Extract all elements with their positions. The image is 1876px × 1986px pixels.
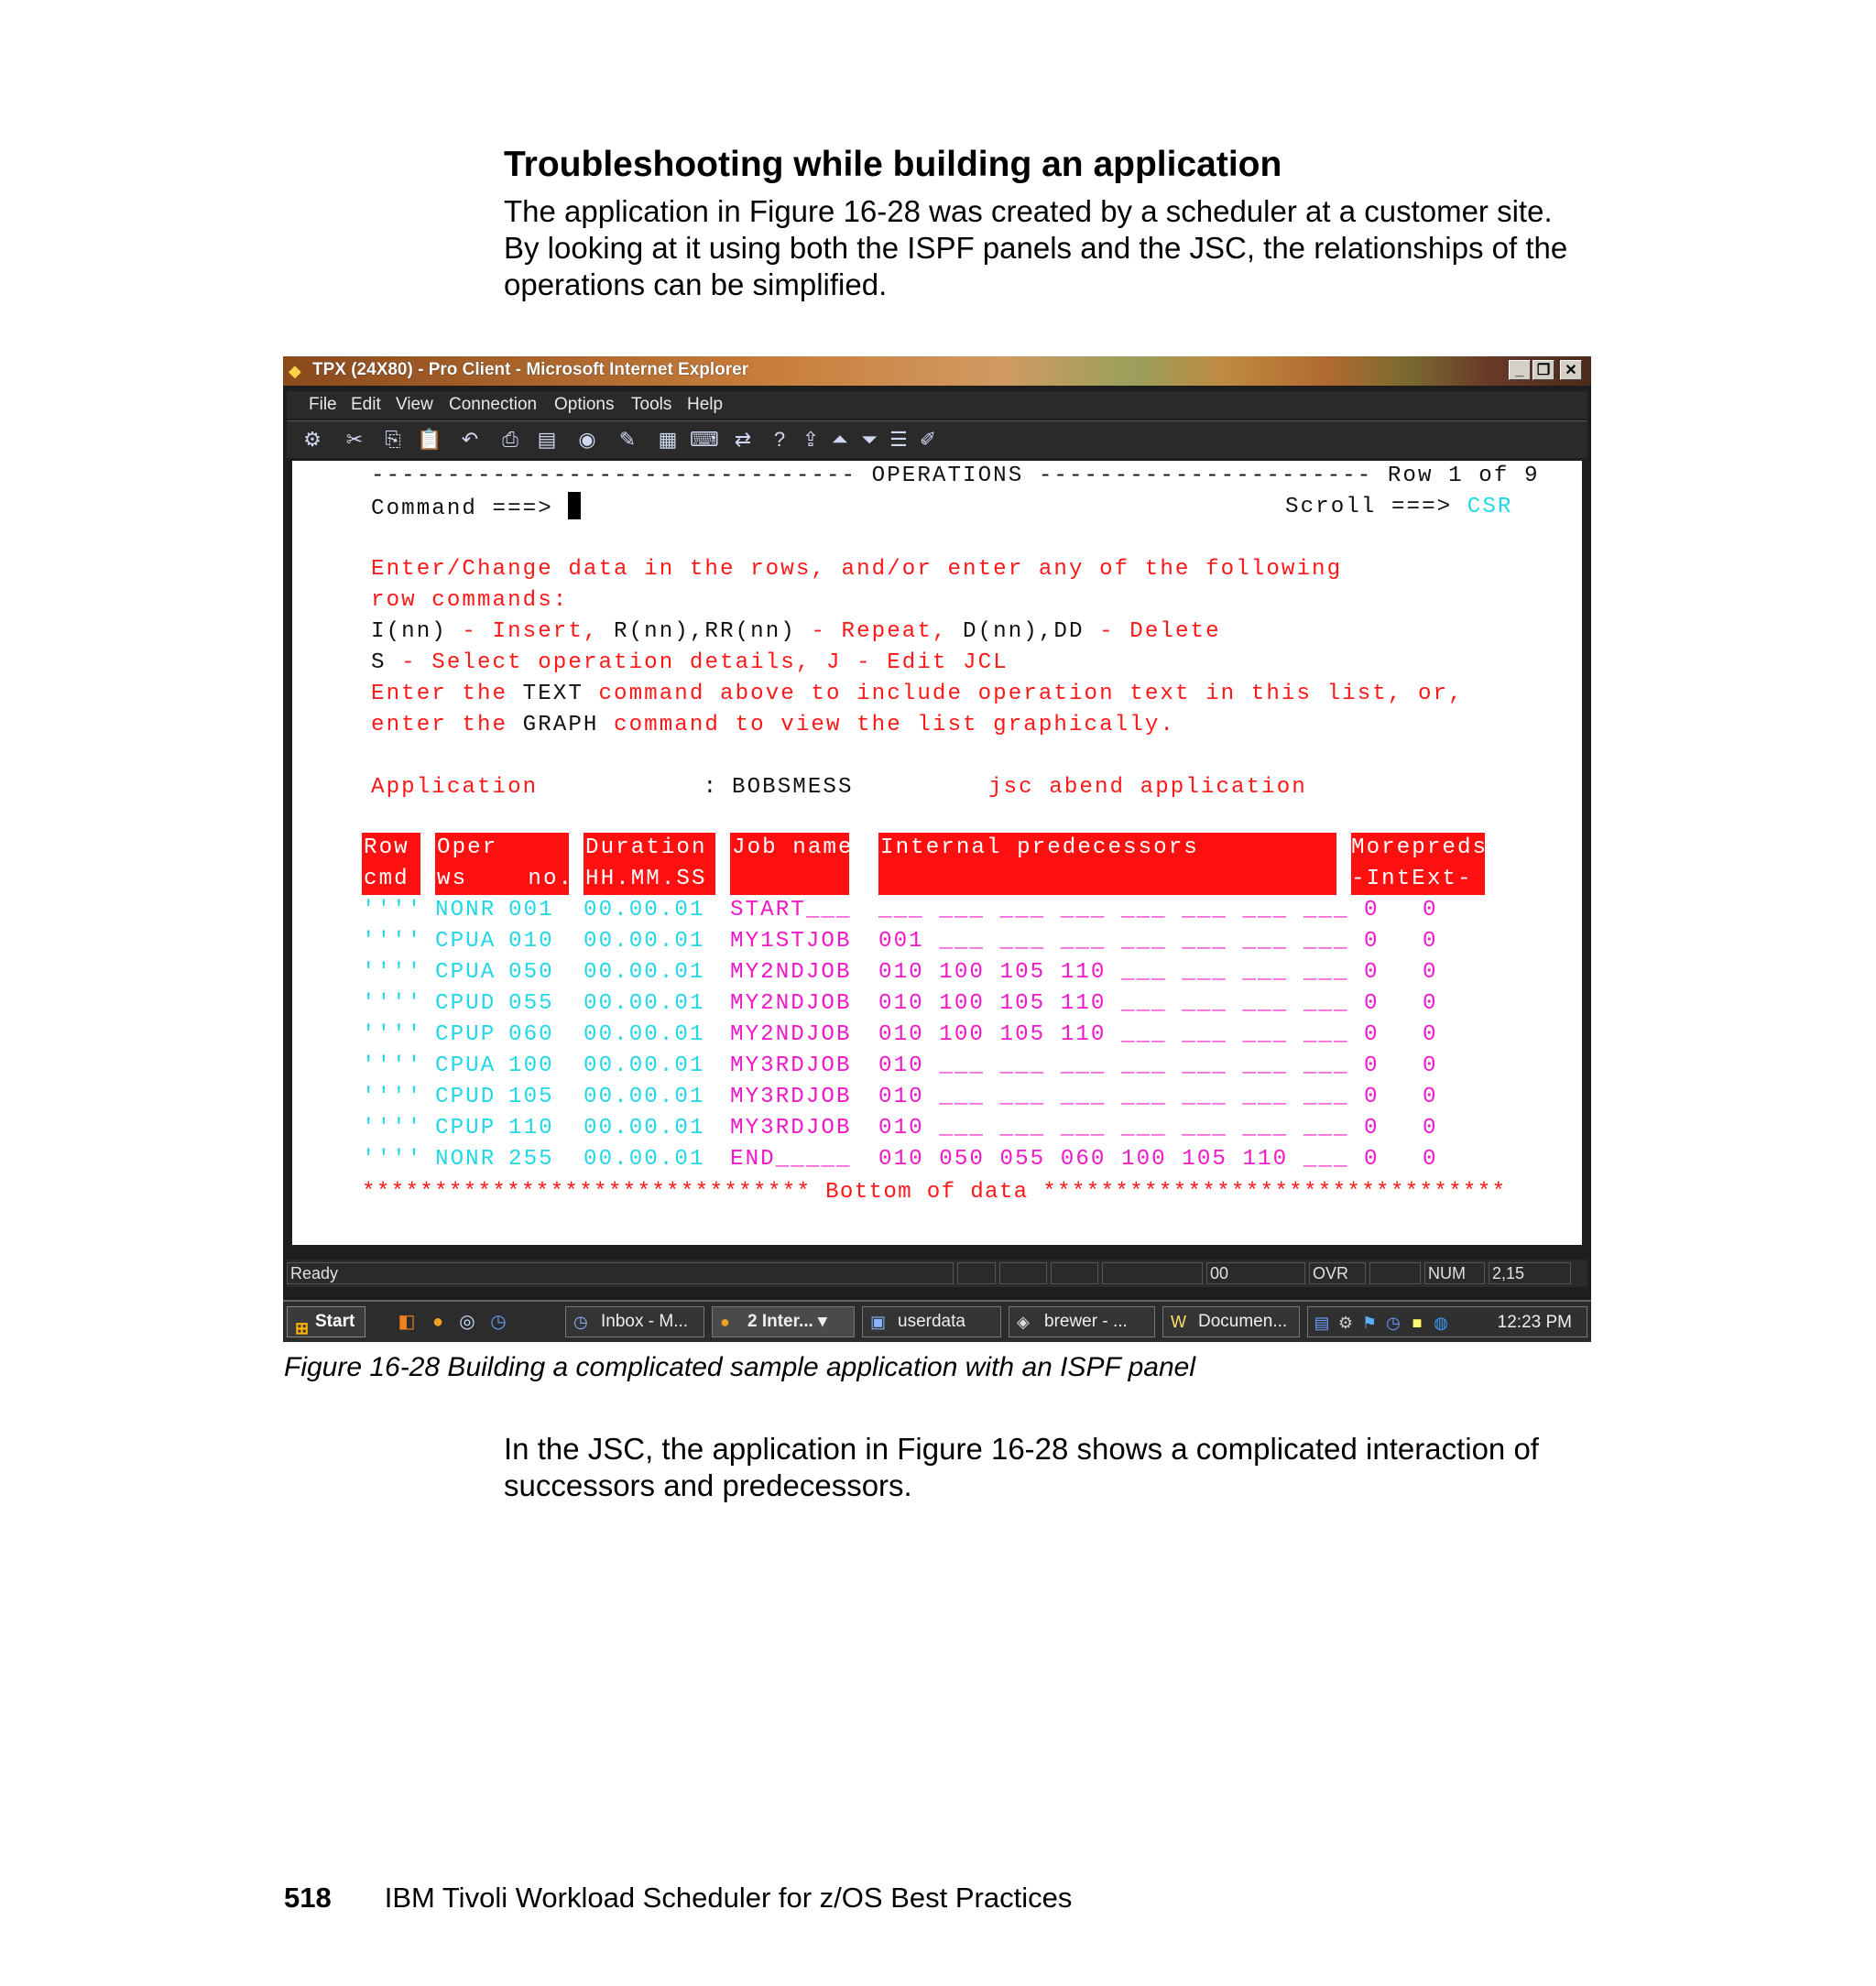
scroll-line <box>1285 492 1512 523</box>
row-cmd[interactable]: '''' <box>362 960 423 985</box>
header-text: ws no. <box>437 867 574 891</box>
outlook-icon: ◷ <box>573 1313 588 1331</box>
quicklaunch-outlook-icon[interactable]: ◧ <box>398 1312 416 1332</box>
globe-icon[interactable]: ◍ <box>1434 1314 1448 1332</box>
command-input[interactable] <box>568 492 581 519</box>
flag-icon[interactable]: ⚑ <box>1361 1314 1378 1332</box>
row-cmd[interactable]: '''' <box>362 1116 423 1140</box>
ext-preds: 0 <box>1423 1147 1438 1172</box>
panel-title: -------------------------------- OPERATIONS ---------------------- <box>371 464 1388 488</box>
quicklaunch-app-icon[interactable]: ◷ <box>490 1312 507 1332</box>
browser-icon: ● <box>720 1313 730 1331</box>
instruction-line: row commands: <box>371 588 569 613</box>
outro-line: In the JSC, the application in Figure 16-28 shows a complicated interaction of <box>504 1432 1539 1466</box>
row-cmd[interactable]: '''' <box>362 991 423 1016</box>
start-button[interactable] <box>287 1306 365 1337</box>
predecessors[interactable]: 001 ___ ___ ___ ___ ___ ___ ___ <box>878 929 1349 954</box>
cmd-desc: enter the <box>371 713 523 737</box>
ext-preds: 0 <box>1423 1085 1438 1109</box>
copy-icon[interactable]: ⎘ <box>385 428 401 451</box>
duration[interactable]: 00.00.01 <box>584 1022 705 1047</box>
status-num: NUM <box>1424 1262 1485 1284</box>
instruction-line: Enter/Change data in the rows, and/or enter any of the following <box>371 557 1343 582</box>
ws[interactable]: CPUP <box>435 1022 496 1047</box>
word-icon: W <box>1171 1313 1186 1331</box>
section-heading: Troubleshooting while building an application <box>504 145 1282 184</box>
status-field <box>957 1262 996 1284</box>
browser-window <box>283 356 1591 1340</box>
menu-file[interactable]: File <box>309 395 337 414</box>
task-dropdown-icon: ▾ <box>818 1312 827 1331</box>
int-preds: 0 <box>1364 1022 1380 1047</box>
application-id: BOBSMESS <box>732 775 854 800</box>
duration[interactable]: 00.00.01 <box>584 991 705 1016</box>
duration[interactable]: 00.00.01 <box>584 1147 705 1172</box>
table-row <box>292 1051 1582 1082</box>
color-icon[interactable]: ◉ <box>578 428 596 451</box>
print-icon[interactable]: ⎙ <box>502 428 518 451</box>
op-no[interactable]: 255 <box>508 1147 554 1172</box>
system-tray <box>1307 1306 1587 1337</box>
keyboard-icon[interactable]: ⌨ <box>690 428 719 451</box>
op-no[interactable]: 110 <box>508 1116 554 1140</box>
transfer-icon[interactable]: ⇄ <box>734 428 752 451</box>
table-row <box>292 988 1582 1020</box>
intro-line: operations can be simplified. <box>504 267 888 301</box>
ws[interactable]: CPUA <box>435 1053 496 1078</box>
task-label: Documen... <box>1198 1312 1288 1331</box>
row-cmd[interactable]: '''' <box>362 1147 423 1172</box>
job-name[interactable]: MY3RDJOB <box>730 1053 852 1078</box>
send-icon[interactable]: ⇪ <box>802 428 820 451</box>
op-no[interactable]: 001 <box>508 898 554 922</box>
ws[interactable]: CPUA <box>435 960 496 985</box>
status-bar <box>287 1260 1587 1287</box>
task-label: Inbox - M... <box>601 1312 689 1331</box>
ext-preds: 0 <box>1423 929 1438 954</box>
file-transfer-icon[interactable]: ☰ <box>889 428 908 451</box>
minimize-button[interactable]: _ <box>1509 360 1531 380</box>
op-no[interactable]: 050 <box>508 960 554 985</box>
table-row <box>292 1020 1582 1051</box>
toolbar <box>287 420 1587 458</box>
quicklaunch-firefox-icon[interactable]: ● <box>431 1312 444 1332</box>
terminal-screen[interactable] <box>292 461 1582 1245</box>
status-field-00: 00 <box>1206 1262 1305 1284</box>
cmd-text: I(nn) <box>371 619 463 644</box>
header-text: Row <box>364 835 409 860</box>
table-row <box>292 926 1582 957</box>
intro-line: The application in Figure 16-28 was created by a scheduler at a customer site. <box>504 194 1553 228</box>
instruction-line <box>371 648 1009 679</box>
status-ready: Ready <box>287 1262 954 1284</box>
close-button[interactable]: ✕ <box>1560 360 1582 380</box>
header-text: Job name <box>732 835 854 860</box>
macro-icon[interactable]: ▦ <box>658 428 678 451</box>
cmd-text: GRAPH <box>522 713 615 737</box>
job-name[interactable]: MY3RDJOB <box>730 1116 852 1140</box>
header-text: -IntExt- <box>1351 867 1473 891</box>
ext-preds: 0 <box>1423 960 1438 985</box>
window-title: TPX (24X80) - Pro Client - Microsoft Internet Explorer <box>312 360 749 379</box>
predecessors[interactable]: 010 100 105 110 ___ ___ ___ ___ <box>878 991 1349 1016</box>
instruction-line <box>371 710 1175 741</box>
header-duration <box>584 833 715 895</box>
table-row <box>292 1144 1582 1175</box>
predecessors[interactable]: 010 ___ ___ ___ ___ ___ ___ ___ <box>878 1116 1349 1140</box>
predecessors[interactable]: 010 050 055 060 100 105 110 ___ <box>878 1147 1349 1172</box>
header-oper <box>435 833 574 895</box>
job-name[interactable]: MY3RDJOB <box>730 1085 852 1109</box>
table-row <box>292 1082 1582 1113</box>
clock: 12:23 PM <box>1497 1313 1572 1332</box>
clock-app-icon[interactable]: ◷ <box>1386 1314 1401 1332</box>
op-no[interactable]: 105 <box>508 1085 554 1109</box>
duration[interactable]: 00.00.01 <box>584 898 705 922</box>
header-jobname <box>730 833 854 895</box>
start-label: Start <box>315 1312 355 1331</box>
ws[interactable]: NONR <box>435 898 496 922</box>
intro-paragraph <box>504 193 1567 303</box>
menu-connection[interactable]: Connection <box>449 395 538 414</box>
duration[interactable]: 00.00.01 <box>584 1085 705 1109</box>
duration[interactable]: 00.00.01 <box>584 1053 705 1078</box>
table-row <box>292 895 1582 926</box>
row-cmd[interactable]: '''' <box>362 929 423 954</box>
quicklaunch-media-icon[interactable]: ◎ <box>459 1312 475 1332</box>
predecessors[interactable]: 010 ___ ___ ___ ___ ___ ___ ___ <box>878 1053 1349 1078</box>
scroll-label: Scroll ===> <box>1285 495 1467 519</box>
cmd-desc: command to view the list graphically. <box>614 713 1175 737</box>
duration[interactable]: 00.00.01 <box>584 960 705 985</box>
cmd-text: S <box>371 650 402 675</box>
int-preds: 0 <box>1364 1147 1380 1172</box>
panel-title-line <box>371 461 1540 492</box>
header-text: Internal predecessors <box>880 835 1199 860</box>
cmd-desc: - Insert, <box>462 619 615 644</box>
task-internet-explorer[interactable] <box>712 1306 855 1337</box>
int-preds: 0 <box>1364 1085 1380 1109</box>
status-cursor-pos: 2,15 <box>1489 1262 1571 1284</box>
task-document[interactable] <box>1162 1306 1300 1337</box>
application-label: Application <box>371 775 539 800</box>
int-preds: 0 <box>1364 898 1380 922</box>
terminal-icon: ◈ <box>1017 1313 1030 1331</box>
command-line <box>371 492 581 523</box>
int-preds: 0 <box>1364 960 1380 985</box>
op-no[interactable]: 060 <box>508 1022 554 1047</box>
menu-view[interactable]: View <box>396 395 433 414</box>
scroll-input[interactable]: CSR <box>1467 495 1513 519</box>
menu-options[interactable]: Options <box>554 395 615 414</box>
ext-preds: 0 <box>1423 1053 1438 1078</box>
int-preds: 0 <box>1364 929 1380 954</box>
cmd-desc: command above to include operation text in this list, or, <box>598 682 1464 706</box>
ws[interactable]: CPUD <box>435 991 496 1016</box>
application-colon: : <box>688 775 734 800</box>
windows-logo-icon: ⊞ <box>295 1319 310 1337</box>
bottom-of-data: ******************************* Bottom of data ******************************** <box>362 1180 1507 1205</box>
predecessors[interactable]: ___ ___ ___ ___ ___ ___ ___ ___ <box>878 898 1349 922</box>
table-row <box>292 1113 1582 1144</box>
task-inbox[interactable] <box>565 1306 704 1337</box>
application-text[interactable]: jsc abend application <box>988 775 1307 800</box>
help-icon[interactable]: ? <box>773 428 786 451</box>
task-label: userdata <box>898 1312 965 1331</box>
spell-icon[interactable]: ✎ <box>618 428 637 451</box>
header-text: Morepreds <box>1351 835 1489 860</box>
intro-line: By looking at it using both the ISPF panels and the JSC, the relationships of the <box>504 231 1568 265</box>
settings-icon[interactable]: ⚙ <box>1337 1314 1354 1332</box>
ext-preds: 0 <box>1423 898 1438 922</box>
status-field <box>1369 1262 1421 1284</box>
ext-preds: 0 <box>1423 1116 1438 1140</box>
cmd-desc: - Delete <box>1099 619 1221 644</box>
menu-edit[interactable]: Edit <box>351 395 381 414</box>
upload-icon[interactable]: ⏶ <box>832 428 848 451</box>
job-name[interactable]: END_____ <box>730 1147 852 1172</box>
job-name[interactable]: MY2NDJOB <box>730 1022 852 1047</box>
int-preds: 0 <box>1364 1116 1380 1140</box>
int-preds: 0 <box>1364 991 1380 1016</box>
task-userdata[interactable] <box>862 1306 1001 1337</box>
header-text: cmd <box>364 867 409 891</box>
instruction-line <box>371 679 1464 710</box>
operations-table <box>292 895 1582 1175</box>
job-name[interactable]: MY1STJOB <box>730 929 852 954</box>
header-row <box>362 833 420 895</box>
status-ovr: OVR <box>1309 1262 1366 1284</box>
note-icon[interactable]: ■ <box>1412 1314 1423 1332</box>
status-field <box>999 1262 1047 1284</box>
row-cmd[interactable]: '''' <box>362 1022 423 1047</box>
ws[interactable]: CPUP <box>435 1116 496 1140</box>
undo-icon[interactable]: ↶ <box>461 428 479 451</box>
duration[interactable]: 00.00.01 <box>584 1116 705 1140</box>
header-text: Oper <box>437 835 498 860</box>
network-icon[interactable]: ▤ <box>1314 1314 1330 1332</box>
op-no[interactable]: 010 <box>508 929 554 954</box>
ws[interactable]: CPUA <box>435 929 496 954</box>
row-cmd[interactable]: '''' <box>362 1085 423 1109</box>
cmd-desc: - Repeat, <box>811 619 964 644</box>
outro-line: successors and predecessors. <box>504 1468 912 1502</box>
cmd-desc: - Select operation details, J - Edit JCL <box>401 650 1009 675</box>
menu-tools[interactable]: Tools <box>631 395 672 414</box>
ws[interactable]: CPUD <box>435 1085 496 1109</box>
predecessors[interactable]: 010 100 105 110 ___ ___ ___ ___ <box>878 1022 1349 1047</box>
ext-preds: 0 <box>1423 1022 1438 1047</box>
instruction-line <box>371 617 1221 648</box>
header-text: HH.MM.SS <box>585 867 707 891</box>
setup-icon[interactable]: ⚙ <box>303 428 322 451</box>
book-title: IBM Tivoli Workload Scheduler for z/OS Best Practices <box>384 1882 1073 1914</box>
row-cmd[interactable]: '''' <box>362 1053 423 1078</box>
page-footer <box>284 1882 1072 1915</box>
edit-icon[interactable]: ✐ <box>919 428 937 451</box>
taskbar <box>283 1300 1591 1342</box>
cmd-text: R(nn),RR(nn) <box>614 619 812 644</box>
cut-icon[interactable]: ✂ <box>345 428 364 451</box>
cmd-text: TEXT <box>522 682 599 706</box>
cmd-desc: Enter the <box>371 682 523 706</box>
page-number: 518 <box>284 1882 332 1914</box>
op-no[interactable]: 100 <box>508 1053 554 1078</box>
status-field <box>1102 1262 1203 1284</box>
task-label: 2 Inter... <box>747 1312 813 1331</box>
command-label: Command ===> <box>371 496 569 521</box>
op-no[interactable]: 055 <box>508 991 554 1016</box>
outro-paragraph <box>504 1431 1539 1504</box>
title-bar <box>283 356 1591 386</box>
job-name[interactable]: START___ <box>730 898 852 922</box>
predecessors[interactable]: 010 100 105 110 ___ ___ ___ ___ <box>878 960 1349 985</box>
download-icon[interactable]: ⏷ <box>861 428 878 451</box>
job-name[interactable]: MY2NDJOB <box>730 960 852 985</box>
ws[interactable]: NONR <box>435 1147 496 1172</box>
cmd-text: D(nn),DD <box>963 619 1100 644</box>
task-label: brewer - ... <box>1044 1312 1128 1331</box>
task-brewer[interactable] <box>1009 1306 1155 1337</box>
menu-bar <box>287 391 1587 419</box>
table-row <box>292 957 1582 988</box>
figure-caption: Figure 16-28 Building a complicated sample application with an ISPF panel <box>284 1352 1196 1382</box>
duration[interactable]: 00.00.01 <box>584 929 705 954</box>
row-cmd[interactable]: '''' <box>362 898 423 922</box>
header-morepreds <box>1351 833 1489 895</box>
predecessors[interactable]: 010 ___ ___ ___ ___ ___ ___ ___ <box>878 1085 1349 1109</box>
paste-icon[interactable]: 📋 <box>417 428 442 451</box>
folder-icon: ▣ <box>870 1313 887 1331</box>
restore-button[interactable]: ❐ <box>1532 360 1554 380</box>
status-field <box>1051 1262 1098 1284</box>
header-text: Duration <box>585 835 707 860</box>
int-preds: 0 <box>1364 1053 1380 1078</box>
menu-help[interactable]: Help <box>687 395 724 414</box>
print-screen-icon[interactable]: ▤ <box>537 428 557 451</box>
app-icon: ◆ <box>289 362 301 380</box>
job-name[interactable]: MY2NDJOB <box>730 991 852 1016</box>
ext-preds: 0 <box>1423 991 1438 1016</box>
row-info: Row 1 of 9 <box>1387 464 1540 488</box>
header-predecessors <box>878 833 1336 895</box>
